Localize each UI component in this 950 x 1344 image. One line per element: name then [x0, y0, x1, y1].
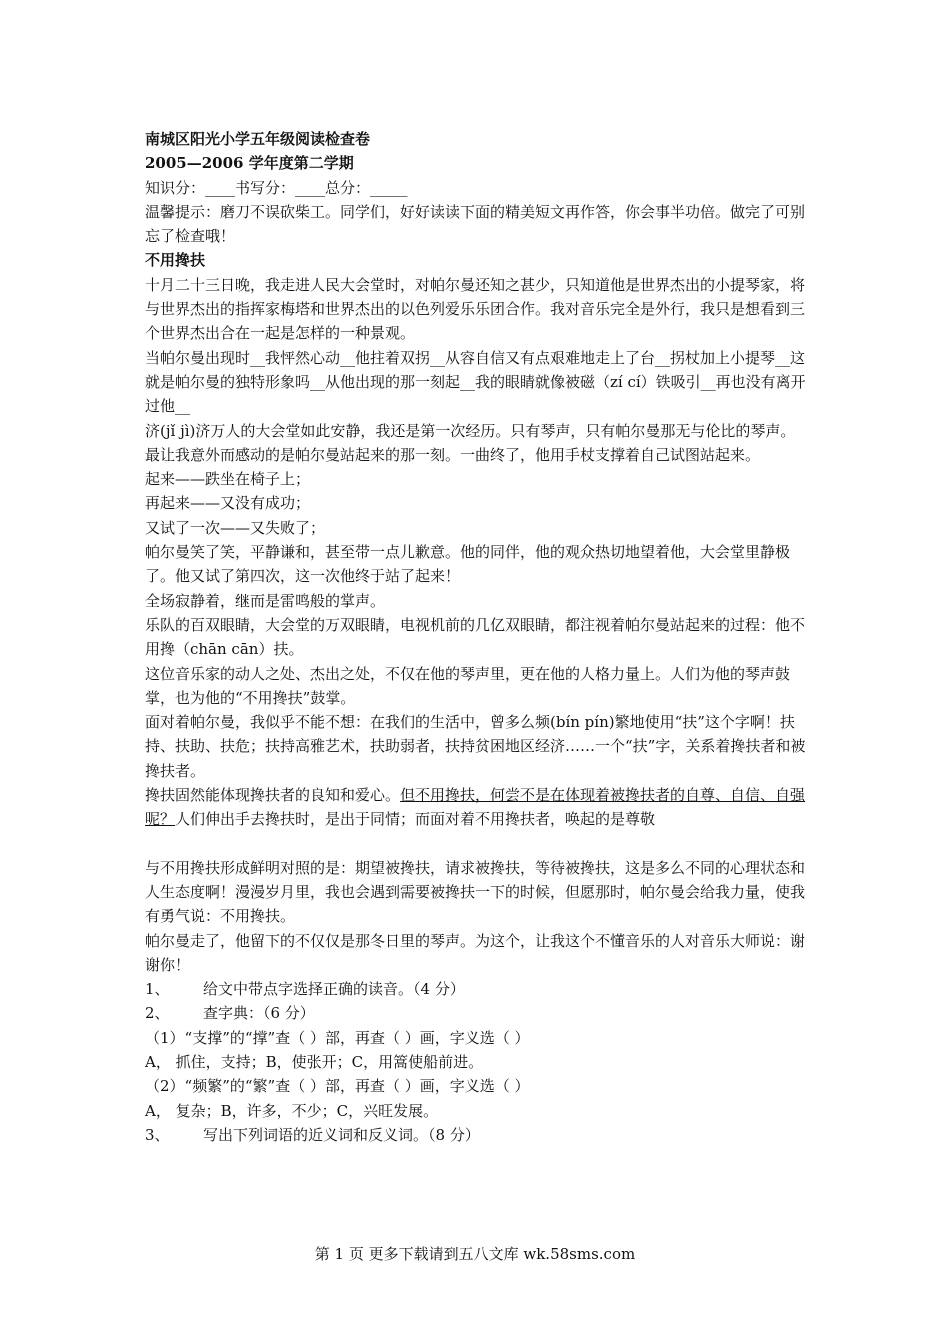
article-paragraph: 帕尔曼笑了笑，平静谦和，甚至带一点儿歉意。他的同伴，他的观众热切地望着他，大会堂里静极了。他又试了第四次，这一次他终于站了起来！ — [145, 543, 791, 586]
article-paragraph-underlined — [145, 783, 810, 832]
article-paragraph: 又试了一次——又失败了； — [145, 518, 326, 537]
document-body — [145, 127, 810, 1147]
question-1 — [145, 977, 810, 1001]
article-paragraph: 帕尔曼走了，他留下的不仅仅是那冬日里的琴声。为这个，让我这个不懂音乐的人对音乐大师说：谢谢你！ — [145, 931, 806, 974]
article-title: 不用搀扶 — [145, 251, 206, 270]
page-footer: 第 1 页 更多下载请到五八文库 wk.58sms.com — [314, 1245, 636, 1263]
question-3 — [145, 1123, 810, 1147]
exam-title: 南城区阳光小学五年级阅读检查卷 — [145, 130, 371, 148]
paragraph-end: 人们伸出手去搀扶时，是出于同情；而面对着不用搀扶者，唤起的是尊敬 — [175, 810, 656, 829]
paragraph-start: 搀扶固然能体现搀扶者的良知和爱心。 — [145, 786, 401, 805]
question-text: 查字典：（6 分） — [203, 1004, 315, 1023]
question-number: 2、 — [145, 1004, 170, 1023]
score-line: 知识分：____书写分：____总分：_____ — [145, 178, 408, 197]
article-paragraph: 面对着帕尔曼，我似乎不能不想：在我们的生活中，曾多么频(bín pín)繁地使用“扶”这个字啊！扶持、扶助、扶危；扶持高雅艺术，扶助弱者，扶持贫困地区经济……一个“扶”字，关系着搀扶者和被搀扶者。 — [145, 713, 806, 780]
article-paragraph: 十月二十三日晚，我走进人民大会堂时，对帕尔曼还知之甚少，只知道他是世界杰出的小提琴家，将与世界杰出的指挥家梅塔和世界杰出的以色列爱乐乐团合作。我对音乐完全是外行，我只是想看到三个世界杰出合在一起是怎样的一种景观。 — [145, 275, 806, 343]
blank-gap — [145, 832, 810, 856]
article-paragraph: 最让我意外而感动的是帕尔曼站起来的那一刻。一曲终了，他用手杖支撑着自己试图站起来。 — [145, 445, 761, 464]
article-paragraph: 全场寂静着，继而是雷鸣般的掌声。 — [145, 591, 386, 610]
question-number: 3、 — [145, 1125, 170, 1144]
sub-question: （1）“支撑”的“撑”查（ ）部，再查（ ）画，字义选（ ） — [145, 1028, 530, 1047]
tip-text: 温馨提示：磨刀不误砍柴工。同学们，好好读读下面的精美短文再作答，你会事半功倍。做完了可别忘了检查哦！ — [145, 202, 806, 246]
sub-question: （2）“频繁”的“繁”查（ ）部，再查（ ）画，字义选（ ） — [145, 1077, 530, 1096]
article-paragraph: 当帕尔曼出现时__我怦然心动__他拄着双拐__从容自信又有点艰难地走上了台__拐杖加上小提琴__这就是帕尔曼的独特形象吗__从他出现的那一刻起__我的眼睛就像被磁（zí cí）铁吸引__再也没有离开过他__ — [145, 348, 806, 416]
article-paragraph: 济(jǐ jì)济万人的大会堂如此安静，我还是第一次经历。只有琴声，只有帕尔曼那无与伦比的琴声。 — [145, 421, 796, 440]
question-2 — [145, 1001, 810, 1025]
underlined-sentence: 但不用搀扶，何尝不是在体现着被搀扶者的自尊、自信、自强呢？ — [145, 786, 806, 829]
school-year: 2005—2006 学年度第二学期 — [145, 154, 354, 173]
question-text: 给文中带点字选择正确的读音。（4 分） — [203, 980, 465, 999]
question-text: 写出下列词语的近义词和反义词。（8 分） — [203, 1125, 480, 1144]
article-paragraph: 再起来——又没有成功； — [145, 494, 311, 513]
sub-question-options: A， 抓住，支持；B，使张开；C，用篙使船前进。 — [145, 1052, 484, 1071]
article-paragraph: 这位音乐家的动人之处、杰出之处，不仅在他的琴声里，更在他的人格力量上。人们为他的琴声鼓掌，也为他的“不用搀扶”鼓掌。 — [145, 664, 791, 707]
sub-question-options: A， 复杂；B，许多，不少；C，兴旺发展。 — [145, 1101, 439, 1120]
article-paragraph: 起来——跌坐在椅子上； — [145, 470, 311, 489]
article-paragraph: 乐队的百双眼睛，大会堂的万双眼睛，电视机前的几亿双眼睛，都注视着帕尔曼站起来的过程：他不用搀（chān cān）扶。 — [145, 615, 806, 659]
article-paragraph: 与不用搀扶形成鲜明对照的是：期望被搀扶，请求被搀扶，等待被搀扶，这是多么不同的心理状态和人生态度啊！漫漫岁月里，我也会遇到需要被搀扶一下的时候，但愿那时，帕尔曼会给我力量，使我有勇气说：不用搀扶。 — [145, 858, 806, 926]
question-number: 1、 — [145, 980, 170, 999]
